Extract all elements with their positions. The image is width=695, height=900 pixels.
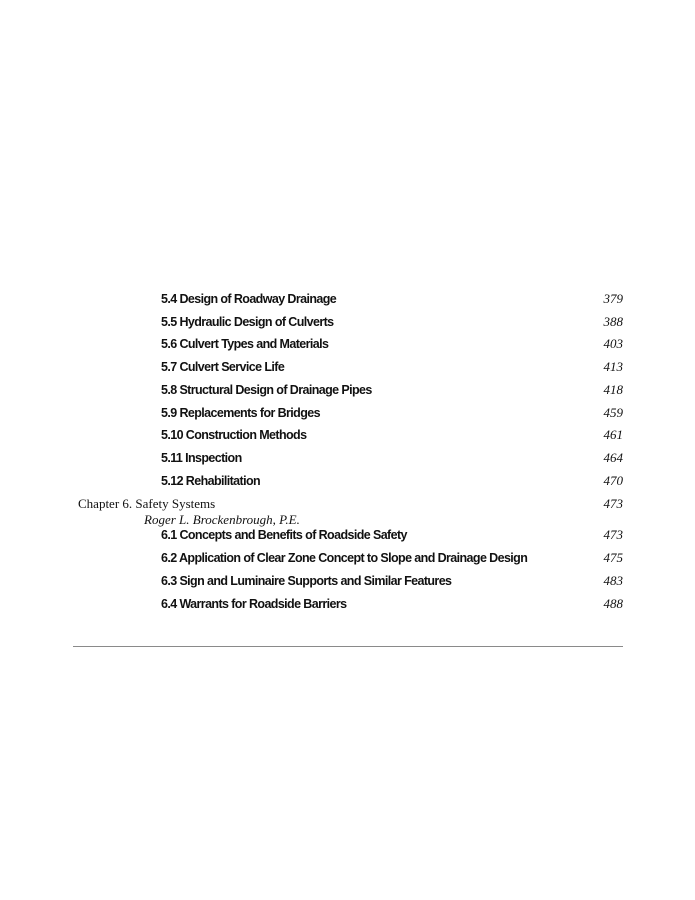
toc-entry[interactable] — [0, 334, 695, 354]
toc-entry[interactable] — [0, 548, 695, 568]
toc-page-number: 461 — [603, 427, 623, 442]
toc-page-number: 473 — [603, 527, 623, 542]
toc-entry-title: 5.5 Hydraulic Design of Culverts — [161, 315, 334, 329]
toc-entry[interactable] — [0, 403, 695, 423]
toc-entry[interactable] — [0, 594, 695, 614]
toc-entry[interactable] — [0, 312, 695, 332]
toc-entry-title: 5.8 Structural Design of Drainage Pipes — [161, 383, 372, 397]
toc-page-number: 488 — [603, 596, 623, 611]
toc-entry-title: 6.2 Application of Clear Zone Concept to Slope and Drainage Design — [161, 551, 528, 565]
toc-page-number: 403 — [603, 336, 623, 351]
chapter-page-number: 473 — [603, 496, 623, 511]
toc-page-number: 470 — [603, 473, 623, 488]
toc-entry-title: 5.9 Replacements for Bridges — [161, 406, 320, 420]
toc-entry[interactable] — [0, 380, 695, 400]
toc-entry-title: 5.7 Culvert Service Life — [161, 360, 285, 374]
toc-entry[interactable] — [0, 471, 695, 491]
chapter-title: Chapter 6. Safety Systems — [78, 496, 216, 511]
toc-page-number: 459 — [603, 405, 623, 420]
toc-page-number: 483 — [603, 573, 623, 588]
toc-entry-title: 6.3 Sign and Luminaire Supports and Similar Features — [161, 574, 452, 588]
toc-entry[interactable] — [0, 357, 695, 377]
toc-entry[interactable] — [0, 571, 695, 591]
toc-page-number: 418 — [603, 382, 623, 397]
toc-page-number: 379 — [603, 291, 623, 306]
toc-entry[interactable] — [0, 448, 695, 468]
toc-page-number: 475 — [603, 550, 623, 565]
toc-entry-title: 5.4 Design of Roadway Drainage — [161, 292, 337, 306]
toc-entry-title: 5.10 Construction Methods — [161, 428, 307, 442]
chapter-author: Roger L. Brockenbrough, P.E. — [144, 512, 300, 527]
toc-page-number: 413 — [603, 359, 623, 374]
toc-entry-title: 6.4 Warrants for Roadside Barriers — [161, 597, 347, 611]
toc-entry[interactable] — [0, 289, 695, 309]
horizontal-divider — [73, 646, 623, 647]
toc-entry-title: 6.1 Concepts and Benefits of Roadside Safety — [161, 528, 407, 542]
toc-entry-title: 5.6 Culvert Types and Materials — [161, 337, 329, 351]
toc-entry-title: 5.12 Rehabilitation — [161, 474, 261, 488]
toc-entry-title: 5.11 Inspection — [161, 451, 242, 465]
toc-entry[interactable] — [0, 425, 695, 445]
toc-page-number: 464 — [603, 450, 623, 465]
toc-entry[interactable] — [0, 525, 695, 545]
toc-page-number: 388 — [603, 314, 623, 329]
